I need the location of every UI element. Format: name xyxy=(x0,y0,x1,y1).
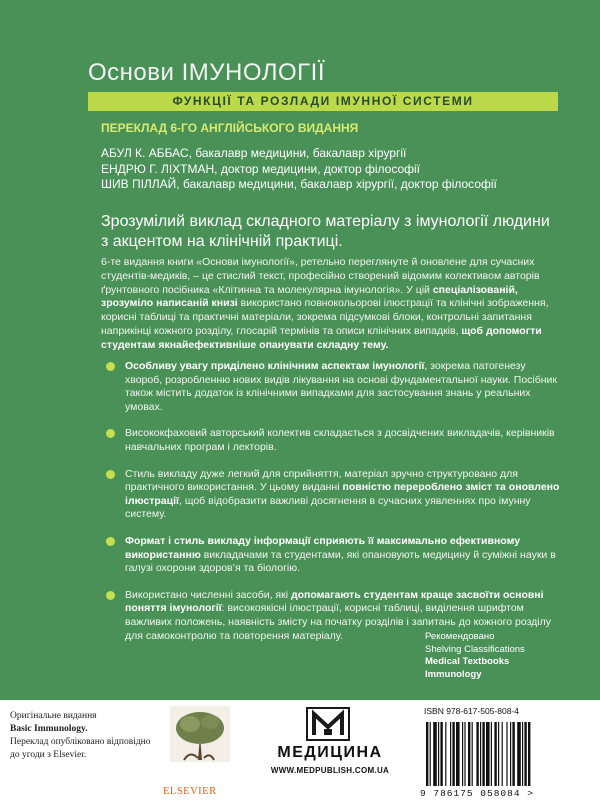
intro-paragraph xyxy=(101,256,563,353)
author-line: ШИВ ПІЛЛАЙ, бакалавр медицини, бакалавр хірургії, доктор філософії xyxy=(101,177,497,191)
isbn-box xyxy=(410,700,600,809)
book-title: Основи ІМУНОЛОГІЇ xyxy=(88,59,325,86)
bullet-dot-icon xyxy=(106,470,115,479)
feature-item xyxy=(101,535,563,576)
feature-text: Стиль викладу дуже легкий для сприйняття, матеріал зручно структуровано для практичного використання. У цьому виданні xyxy=(125,467,518,494)
feature-text: : високоякісні ілюстрації, корисні таблиці, виділення шрифтом важливих положень, наявність змісту на початку розділів і запитань до кожного розділу для самоконтролю та повторення матеріалу. xyxy=(125,602,552,642)
feature-item xyxy=(101,360,563,414)
feature-emphasis: допомагають студентам краще засвоїти основні поняття імунології xyxy=(125,588,544,615)
feature-emphasis: повністю перероблено зміст та оновлено ілюстрації xyxy=(125,481,560,507)
publisher-url[interactable]: WWW.MEDPUBLISH.COM.UA xyxy=(270,766,390,775)
barcode-icon xyxy=(424,722,584,786)
intro-emphasis: спеціалізованій, зрозуміло написаній книзі xyxy=(101,283,518,310)
shelving-recommended: Рекомендовано xyxy=(425,631,495,642)
original-agreement: Переклад опубліковано відповідно до угоди з Elsevier. xyxy=(10,737,151,760)
feature-emphasis: Формат і стиль викладу інформації сприяють її максимально ефективному використанню xyxy=(125,534,521,561)
bullet-dot-icon xyxy=(106,362,115,371)
bullet-dot-icon xyxy=(106,591,115,600)
intro-text: 6-те видання книги «Основи імунології», ретельно переглянуте й оновлене для сучасних студентів-медиків, – це стислий текст, професійно створений відомим колективом авторів ґрунтовного посібника «Клітинна та молекулярна імунологія». У цій xyxy=(101,256,540,296)
original-edition-label: Оригінальне видання xyxy=(10,711,97,721)
isbn-label: ISBN 978-617-505-808-4 xyxy=(424,706,519,716)
author-line: АБУЛ К. АББАС, бакалавр медицини, бакалавр хірургії xyxy=(101,146,407,160)
bullet-dot-icon xyxy=(106,429,115,438)
elsevier-tree-logo-icon xyxy=(170,706,230,762)
intro-emphasis: щоб допомогти студентам якнайефективніше опанувати складну тему. xyxy=(101,324,542,351)
feature-text: , щоб відобразити важливі досягнення в сучасних уявленнях про імунну систему. xyxy=(125,494,531,521)
original-title: Basic Immunology. xyxy=(10,724,88,734)
translation-note: ПЕРЕКЛАД 6-ГО АНГЛІЙСЬКОГО ВИДАННЯ xyxy=(101,121,359,135)
title-block xyxy=(88,58,558,111)
shelving-category: Medical Textbooks xyxy=(425,656,510,667)
publisher-box xyxy=(250,700,410,809)
bullet-dot-icon xyxy=(106,537,115,546)
feature-text: Використано численні засоби, які xyxy=(125,588,291,601)
feature-text: викладачами та студентами, які опановують медицину й суміжні науки в галузі охорони здоров’я та біологію. xyxy=(125,548,556,575)
book-subtitle: ФУНКЦІЇ ТА РОЗЛАДИ ІМУННОЇ СИСТЕМИ xyxy=(88,92,558,111)
authors-list xyxy=(101,146,497,193)
elsevier-logo-text: ELSEVIER xyxy=(163,786,217,797)
original-edition-note xyxy=(10,710,160,762)
barcode-digits: 9 786175 058084 > xyxy=(420,788,534,799)
author-line: ЕНДРЮ Г. ЛІХТМАН, доктор медицини, доктор філософії xyxy=(101,161,421,176)
feature-text: Висококфаховий авторський колектив складається з досвідчених викладачів, керівників навчальних програм і лекторів. xyxy=(125,427,555,453)
lead-statement: Зрозумілий виклад складного матеріалу з імунології людини з акцентом на клінічній практиці. xyxy=(101,213,550,250)
feature-list xyxy=(101,360,563,656)
shelving-classifications xyxy=(425,631,525,681)
feature-emphasis: Особливу увагу приділено клінічним аспектам імунології xyxy=(125,360,425,372)
shelving-subcategory: Immunology xyxy=(425,668,482,680)
shelving-label: Shelving Classifications xyxy=(425,643,525,655)
feature-text: , зокрема патогенезу хвороб, розробленню нових видів лікування на основі фундаментальної науки. Посібник також містить додаток із клінічними випадками для застосування знань у реальних умовах. xyxy=(125,360,558,413)
publisher-m-logo-icon xyxy=(306,707,350,741)
intro-text: використано повнокольорові ілюстрації та клінічні зображення, корисні таблиці та практичні матеріали, зокрема підсумкові блоки, контрольні запитання наприкінці кожного розділу, глосарій термінів та описи клінічних випадків, xyxy=(101,297,549,337)
publisher-name: МЕДИЦИНА xyxy=(277,744,383,761)
feature-item xyxy=(101,468,563,522)
feature-item xyxy=(101,427,563,454)
original-edition-box xyxy=(0,700,250,809)
